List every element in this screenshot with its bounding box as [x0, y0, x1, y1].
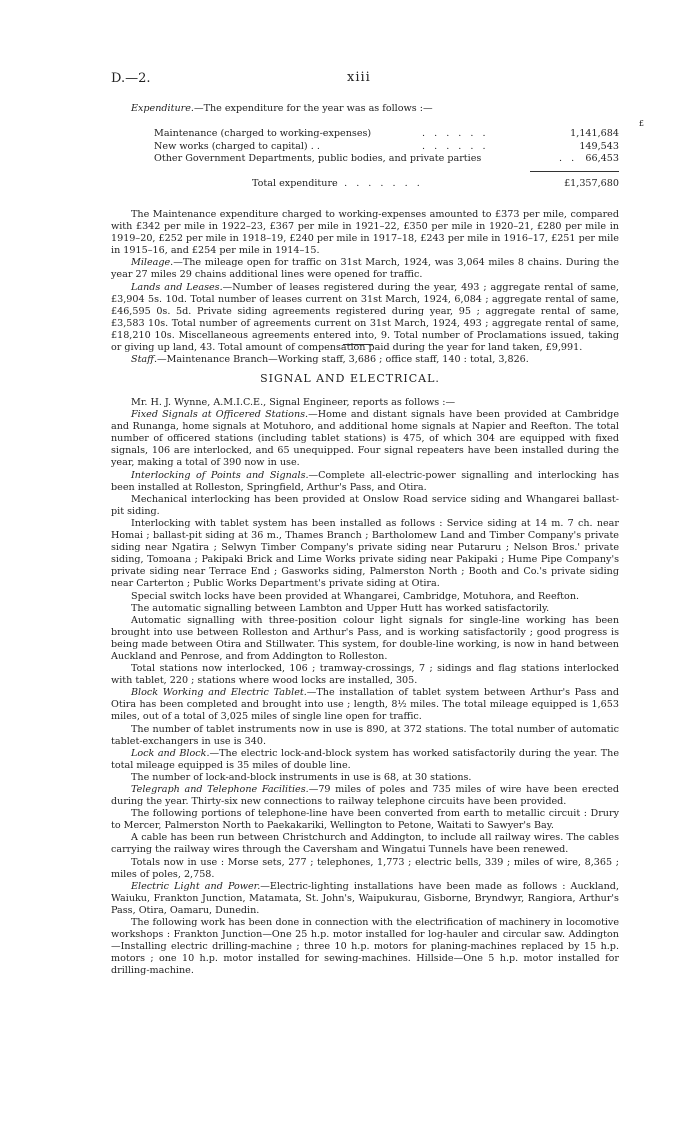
interlocking-heading: Interlocking of Points and Signals. [131, 469, 309, 481]
tablet-interlocking-paragraph: Interlocking with tablet system has been installed as follows : Service siding at 14 m. 7 ch. near Homai ; ballast-pit siding at 36 m., Thames Branch ; Bartholomew Land and Timber Company's private siding near Ngatira ; Selwyn Timber Company's private siding near Putaruru ; Nelson Bros.' private siding, Tomoana ; Pakipaki Brick and Lime Works private siding near Pakipaki ; Hume Pipe Company's private siding near Terrace End ; Gasworks siding, Palmerston North ; Booth and Co.'s private siding near Carterton ; Public Works Department's private siding at Otira. [111, 517, 619, 590]
section-divider [343, 344, 373, 345]
mileage-heading: Mileage. [131, 257, 174, 269]
telegraph-paragraph [111, 784, 619, 808]
metallic-paragraph: The following portions of telephone-line have been converted from earth to metallic circuit : Drury to Mercer, Palmerston North to Paekakariki, Wellington to Petone, Waitati to Sawyer's Bay. [111, 808, 619, 832]
telegraph-body: —79 miles of poles and 735 miles of wire have been erected during the year. Thirty-six new connections to railway telephone circuits have been provided. [111, 784, 619, 808]
section-title: SIGNAL AND ELECTRICAL. [260, 372, 440, 385]
lock-paragraph [111, 748, 619, 772]
tablet-instruments-paragraph: The number of tablet instruments now in use is 890, at 372 stations. The total number of automatic tablet-exchangers in use is 340. [111, 723, 619, 747]
expenditure-label: Other Government Departments, public bodies, and private parties [154, 153, 482, 164]
block-body: —The installation of tablet system between Arthur's Pass and Otira has been completed and brought into use ; length, 8½ miles. The total mileage equipped is 1,653 miles, out of a total of 3,025 miles of single line open for traffic. [111, 687, 619, 723]
leader-dots: . . [559, 153, 578, 164]
expenditure-intro [111, 103, 619, 115]
expenditure-row [154, 153, 619, 166]
lock-instruments-paragraph: The number of lock-and-block instruments in use is 68, at 30 stations. [131, 771, 472, 783]
signal-intro: Mr. H. J. Wynne, A.M.I.C.E., Signal Engineer, reports as follows :— [131, 397, 456, 408]
signal-section [111, 397, 619, 978]
lands-body: —Number of leases registered during the year, 493 ; aggregate rental of same, £3,904 5s. 10d. Total number of leases current on 31st March, 1924, 6,084 ; aggregate rental of same, £46,595 0s. 5d. Private siding agreements registered during year, 95 ; aggregate rental of same, £3,583 10s. Total number of agreements current on 31st March, 1924, 493 ; aggregate rental of same, £18,210 10s. Miscellaneous agreements entered into, 9. Total number of Proclamations issued, taking or giving up land, 43. Total amount of compensation paid during the year for land taken, £9,991. [111, 281, 619, 354]
expenditure-row [154, 128, 619, 141]
expenditure-heading: Expenditure. [131, 103, 194, 114]
interlocking-paragraph [111, 470, 619, 494]
mechanical-paragraph: Mechanical interlocking has been provided at Onslow Road service siding and Whangarei ballast-pit siding. [111, 493, 619, 517]
expenditure-table [154, 128, 619, 166]
expenditure-label: Maintenance (charged to working-expenses) [154, 128, 372, 139]
maintenance-paragraph: The Maintenance expenditure charged to working-expenses amounted to £373 per mile, compared with £342 per mile in 1922–23, £367 per mile in 1921–22, £350 per mile in 1920–21, £280 per mile in 1919–20, £252 per mile in 1918–19, £240 per mile in 1917–18, £243 per mile in 1916–17, £251 per mile in 1915–16, and £254 per mile in 1914–15. [111, 209, 619, 257]
fixed-signals-paragraph [111, 409, 619, 469]
staff-heading: Staff. [131, 354, 157, 366]
expenditure-label: New works (charged to capital) . . [154, 140, 320, 152]
telegraph-heading: Telegraph and Telephone Facilities. [131, 784, 309, 795]
page-number: xiii [347, 70, 371, 85]
cable-paragraph: A cable has been run between Christchurch and Addington, to include all railway wires. The cables carrying the railway wires through the Caversham and Wingatui Tunnels have been renewed. [111, 832, 619, 856]
colour-light-paragraph: Automatic signalling with three-position colour light signals for single-line working has been brought into use between Rolleston and Arthur's Pass, and is working satisfactorily ; good progress is being made between Otira and Stillwater. This system, for double-line working, is now in hand between Auckland and Penrose, and from Addington to Rolleston. [111, 614, 619, 662]
staff-paragraph [111, 354, 619, 366]
automatic-paragraph: The automatic signalling between Lambton and Upper Hutt has worked satisfactorily. [131, 602, 550, 614]
expenditure-amount: 66,453 [585, 153, 619, 164]
sum-rule [530, 171, 619, 172]
electric-paragraph [111, 881, 619, 917]
block-paragraph [111, 687, 619, 723]
expenditure-total-row [222, 178, 619, 192]
workshops-paragraph: The following work has been done in connection with the electrification of machinery in locomotive workshops : Frankton Junction—One 25 h.p. motor installed for log-hauler and circular saw. Addington—Installing electric drilling-machine ; three 10 h.p. motors for planing-machines replaced by 15 h.p. motors ; one 10 h.p. motor installed for sewing-machines. Hillside—One 5 h.p. motor installed for drilling-machine. [111, 917, 619, 977]
interlocking-body: —Complete all-electric-power signalling and interlocking has been installed at Rolleston, Springfield, Arthur's Pass, and Otira. [111, 469, 619, 493]
total-amount: £1,357,680 [564, 178, 619, 189]
block-heading: Block Working and Electric Tablet. [131, 687, 307, 699]
mileage-paragraph [111, 257, 619, 281]
totals-interlocked-paragraph: Total stations now interlocked, 106 ; tramway-crossings, 7 ; sidings and flag stations interlocked with tablet, 220 ; stations where wood locks are installed, 305. [111, 663, 619, 687]
mileage-body: —The mileage open for traffic on 31st March, 1924, was 3,064 miles 8 chains. During the year 27 miles 29 chains additional lines were opened for traffic. [111, 257, 619, 281]
total-label: Total expenditure [252, 178, 338, 189]
maintenance-section [111, 209, 619, 366]
leader-dots: . . . . . . . . [332, 178, 423, 189]
expenditure-intro-text: —The expenditure for the year was as follows :— [193, 103, 433, 114]
lock-heading: Lock and Block. [131, 747, 210, 759]
page-code: D.—2. [111, 71, 151, 86]
switch-locks-paragraph: Special switch locks have been provided at Whangarei, Cambridge, Motuhora, and Reefton. [131, 590, 580, 602]
expenditure-amount: 149,543 [579, 140, 619, 152]
expenditure-row [154, 141, 619, 154]
expenditure-amount: 1,141,684 [570, 128, 619, 139]
lock-body: —The electric lock-and-block system has worked satisfactorily during the year. The total mileage equipped is 35 miles of double line. [111, 747, 619, 771]
currency-symbol: £ [638, 119, 644, 128]
electric-body: —Electric-lighting installations have been made as follows : Auckland, Waiuku, Frankton Junction, Matamata, St. John's, Waipukurau, Gisborne, Bryndwyr, Rangiora, Arthur's Pass, Otira, Oamaru, Dunedin. [111, 880, 619, 916]
lands-heading: Lands and Leases. [131, 281, 223, 293]
fixed-signals-heading: Fixed Signals at Officered Stations. [131, 409, 309, 421]
leader-dots: . . . . . . [422, 128, 489, 139]
leader-dots: . . . . . . [422, 140, 489, 152]
fixed-signals-body: —Home and distant signals have been provided at Cambridge and Runanga, home signals at Motuhoro, and additional home signals at Napier and Reefton. The total number of officered stations (including tablet stations) is 475, of which 304 are equipped with fixed signals, 106 are interlocked, and 65 unequipped. Four signal repeaters have been installed during the year, making a total of 390 now in use. [111, 409, 620, 469]
electric-heading: Electric Light and Power. [131, 880, 261, 892]
staff-body: —Maintenance Branch—Working staff, 3,686 ; office staff, 140 : total, 3,826. [157, 354, 529, 366]
totals-in-use-paragraph: Totals now in use : Morse sets, 277 ; telephones, 1,773 ; electric bells, 339 ; miles of wire, 8,365 ; miles of poles, 2,758. [111, 856, 619, 880]
